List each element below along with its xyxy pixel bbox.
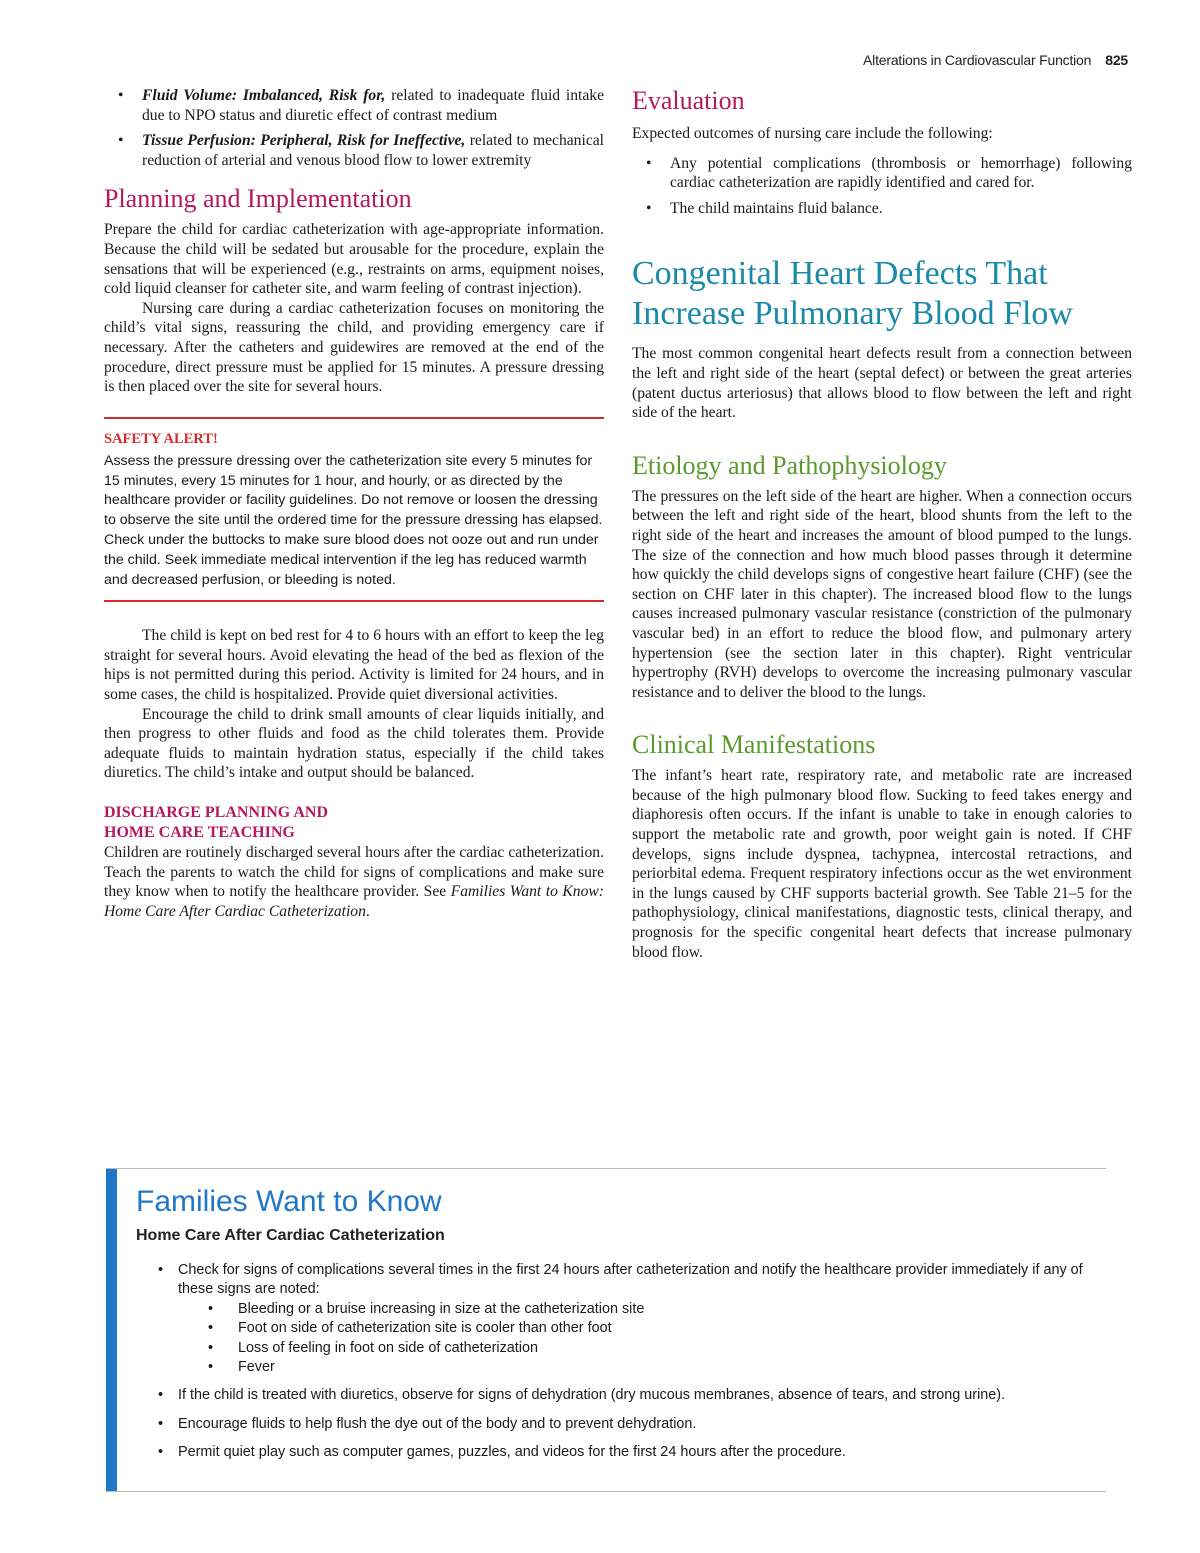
families-reference: Families Want to Know: Home Care After Cardiac Catheterization — [104, 883, 604, 920]
planning-paragraph-1: Prepare the child for cardiac catheterization with age-appropriate information. Because the child will be sedated but arousable for the procedure, explain the sensations that will be experienced (e.g., restraints on arms, equipment noises, cold liquid cleanser for catheter site, and warm feeling of contrast injection). — [104, 221, 604, 298]
diagnosis-list — [104, 86, 604, 170]
families-title: Families Want to Know — [136, 1185, 442, 1218]
list-item: • Encourage fluids to help flush the dye out of the body and to prevent dehydration. — [158, 1415, 697, 1432]
families-sublist — [178, 1300, 1090, 1378]
list-item: • Fluid Volume: Imbalanced, Risk for, related to inadequate fluid intake due to NPO status and diuretic effect of contrast medium — [118, 87, 604, 124]
list-item: • Any potential complications (thrombosis or hemorrhage) following cardiac catheterization are rapidly identified and cared for. — [646, 154, 1132, 192]
fluids-paragraph: Encourage the child to drink small amounts of clear liquids initially, and then progress to other fluids and food as the child tolerates them. Provide adequate fluids to maintain hydration status, especially if the child takes diuretics. The child’s intake and output should be balanced. — [104, 705, 604, 782]
list-item: • The child maintains fluid balance. — [646, 199, 883, 217]
planning-heading: Planning and Implementation — [104, 184, 412, 214]
list-item: • Permit quiet play such as computer games, puzzles, and videos for the first 24 hours after the procedure. — [158, 1444, 846, 1461]
list-item: • Fever — [208, 1359, 275, 1376]
safety-alert-title: SAFETY ALERT! — [104, 430, 218, 447]
safety-alert-text: Assess the pressure dressing over the catheterization site every 5 minutes for 15 minutes, every 15 minutes for 1 hour, and hourly, or as directed by the healthcare provider or facility guidelines. Do not remove or loosen the dressing to observe the site until the ordered time for the pressure dressing has elapsed. Check under the buttocks to make sure blood does not ooze out and run under the child. Seek immediate medical intervention if the leg has reduced warmth and decreased perfusion, or bleeding is noted. — [104, 452, 603, 588]
list-item: • Check for signs of complications several times in the first 24 hours after catheterization and notify the healthcare provider immediately if any of these signs are noted: • Bleeding or a bruise increasing in size at the catheterization site • Foot on side of catheterization site is cooler than other foot • Loss of feeling in foot on side of catheterization • Fever — [150, 1261, 1090, 1377]
list-item: • If the child is treated with diuretics, observe for signs of dehydration (dry mucous membranes, absence of tears, and strong urine). — [158, 1387, 1006, 1404]
safety-alert — [104, 417, 604, 603]
left-column — [104, 86, 604, 921]
right-column — [632, 86, 1132, 962]
clinical-paragraph: The infant’s heart rate, respiratory rate, and metabolic rate are increased because of the high pulmonary blood flow. Sucking to feed takes energy and diaphoresis often occurs. If the infant is unable to take in enough calories to support the metabolic rate and growth, poor weight gain is noted. If CHF develops, signs include dyspnea, tachypnea, intercostal retractions, and periorbital edema. Frequent respiratory infections occur as the wet environment in the lungs caused by CHF supports bacterial growth. See Table 21–5 for the pathophysiology, clinical manifestations, diagnostic tests, clinical therapy, and prognosis for the specific congenital heart defects that increase pulmonary blood flow. — [632, 767, 1132, 961]
families-subtitle: Home Care After Cardiac Catheterization — [136, 1227, 445, 1244]
running-title: Alterations in Cardiovascular Function — [863, 52, 1092, 68]
families-want-to-know-box — [106, 1168, 1106, 1492]
page-number: 825 — [1105, 52, 1128, 68]
list-item: • Bleeding or a bruise increasing in size at the catheterization site — [208, 1300, 645, 1317]
clinical-heading: Clinical Manifestations — [632, 730, 876, 760]
evaluation-list — [632, 154, 1132, 219]
list-item: • Foot on side of catheterization site is cooler than other foot — [208, 1320, 612, 1337]
chd-intro: The most common congenital heart defects result from a connection between the left and right side of the heart (septal defect) or between the great arteries (patent ductus arteriosus) that allows blood to flow between the left and right side of the heart. — [632, 345, 1132, 422]
planning-paragraph-2: Nursing care during a cardiac catheterization focuses on monitoring the child’s vital signs, reassuring the child, and providing emergency care if necessary. After the catheters and guidewires are removed at the end of the procedure, direct pressure must be applied for 15 minutes. A pressure dressing is then placed over the site for several hours. — [104, 299, 604, 396]
families-accent-bar — [106, 1169, 117, 1491]
discharge-paragraph: Children are routinely discharged several hours after the cardiac catheterization. Teach the parents to watch the child for signs of complications and make sure they know when to notify the healthcare provider. See Families Want to Know: Home Care After Cardiac Catheterization. — [104, 844, 604, 920]
list-item: • Loss of feeling in foot on side of catheterization — [208, 1339, 538, 1356]
bedrest-paragraph: The child is kept on bed rest for 4 to 6 hours with an effort to keep the leg straight for several hours. Avoid elevating the head of the bed as flexion of the hips is not permitted during this period. Activity is limited for 24 hours, and in some cases, the child is hospitalized. Provide quiet diversional activities. — [104, 627, 604, 704]
running-head — [863, 52, 1128, 68]
chd-heading: Congenital Heart Defects That Increase Pulmonary Blood Flow — [632, 255, 1073, 333]
families-list — [150, 1261, 1090, 1472]
etiology-heading: Etiology and Pathophysiology — [632, 450, 947, 480]
discharge-heading: DISCHARGE PLANNING AND HOME CARE TEACHING — [104, 804, 329, 842]
etiology-paragraph: The pressures on the left side of the heart are higher. When a connection occurs between the left and right side of the heart, blood shunts from the left to the right side of the heart and increases the amount of blood pumped to the lungs. The size of the connection and how much blood passes through it determine how quickly the child develops signs of congestive heart failure (CHF) (see the section on CHF later in this chapter). The increased blood flow to the lungs causes increased pulmonary vascular resistance (constriction of the pulmonary vascular bed) in an effort to reduce the blood flow, and pulmonary artery hypertension (see the section later in this chapter). Right ventricular hypertrophy (RVH) develops to overcome the increasing pulmonary vascular resistance and to deliver the blood to the lungs. — [632, 487, 1132, 701]
list-item: • Tissue Perfusion: Peripheral, Risk for Ineffective, related to mechanical reduction of arterial and venous blood flow to lower extremity — [118, 132, 604, 169]
evaluation-intro: Expected outcomes of nursing care include the following: — [632, 125, 993, 142]
evaluation-heading: Evaluation — [632, 86, 745, 115]
